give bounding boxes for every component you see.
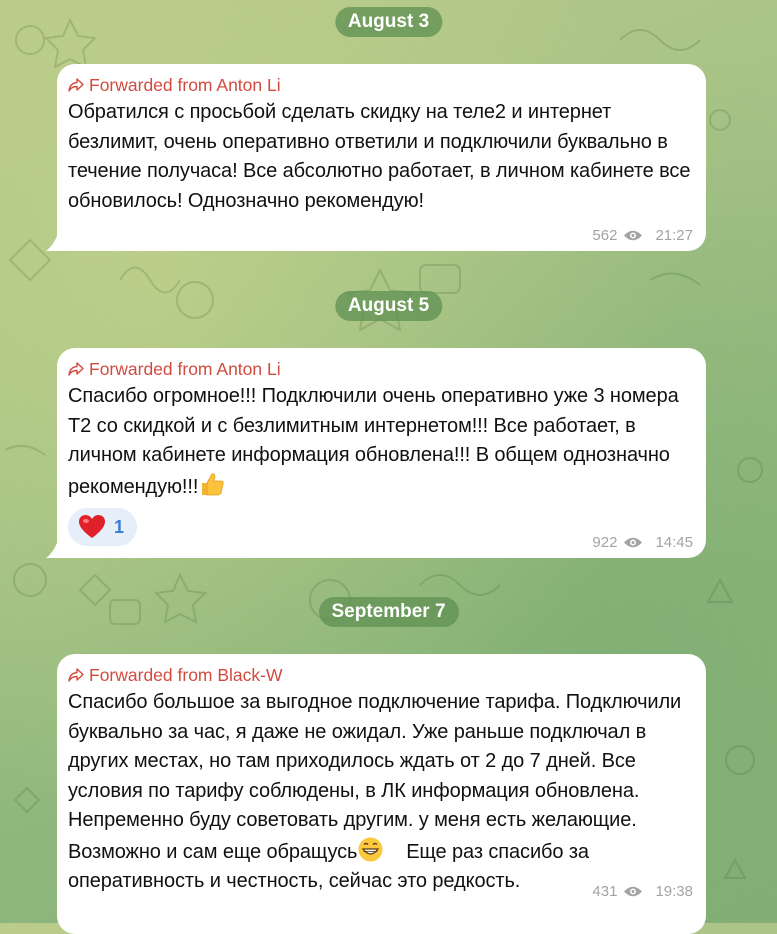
message-time: 14:45	[655, 534, 693, 551]
message-time: 21:27	[655, 227, 693, 244]
eye-icon	[623, 885, 643, 898]
message-text: Спасибо огромное!!! Подключили очень оперативно уже 3 номера Т2 со скидкой и с безлимитным интернетом!!! Все работает, в личном кабинете информация обновлена!!! В общем однозначно рекомендую!!!	[68, 385, 679, 498]
forward-arrow-icon	[68, 78, 84, 92]
reaction-chip[interactable]	[68, 508, 137, 546]
date-separator: August 5	[335, 291, 442, 321]
view-count: 922	[592, 534, 618, 551]
message-bubble[interactable]	[57, 64, 706, 251]
message-text-part1: Спасибо большое за выгодное подключение тарифа. Подключили буквально за час, я даже не ожидал. Уже раньше подключал в других местах, но там приходилось ждать от 2 до 7 дней. Все условия по тарифу соблюдены, в ЛК информация обновлена. Непременно буду советовать другим. у меня есть желающие. Возможно и сам еще обращусь	[68, 691, 682, 863]
forwarded-header[interactable]	[68, 358, 694, 380]
forwarded-header[interactable]	[68, 664, 694, 686]
grinning-face-emoji-icon	[357, 836, 384, 863]
message-text-part2: Еще раз спасибо за оперативность и честность, сейчас это редкость.	[68, 840, 589, 892]
forwarded-from-label: Forwarded from Black-W	[89, 665, 283, 685]
message-text: Обратился с просьбой сделать скидку на теле2 и интернет безлимит, очень оперативно ответили и подключили буквально в течение получаса! Все абсолютно работает, в личном кабинете все обновилось! Однозначно рекомендую!	[68, 101, 691, 212]
view-count: 431	[592, 883, 618, 900]
red-heart-icon	[78, 514, 106, 540]
message-text-container	[68, 688, 694, 897]
message-meta	[592, 534, 693, 551]
thumbs-up-emoji-icon	[198, 471, 225, 498]
forwarded-from-label: Forwarded from Anton Li	[89, 75, 281, 95]
bubble-tail	[46, 233, 58, 251]
forward-arrow-icon	[68, 668, 84, 682]
message-time: 19:38	[655, 883, 693, 900]
message-meta	[592, 227, 693, 244]
bubble-tail	[46, 540, 58, 558]
date-separator: August 3	[335, 7, 442, 37]
view-count: 562	[592, 227, 618, 244]
message-bubble[interactable]	[57, 348, 706, 558]
eye-icon	[623, 229, 643, 242]
message-bubble[interactable]	[57, 654, 706, 934]
forwarded-header[interactable]	[68, 74, 694, 96]
message-meta	[592, 883, 693, 900]
forward-arrow-icon	[68, 362, 84, 376]
forwarded-from-label: Forwarded from Anton Li	[89, 359, 281, 379]
eye-icon	[623, 536, 643, 549]
reaction-count: 1	[114, 516, 125, 537]
message-text-container	[68, 382, 694, 502]
date-separator: September 7	[318, 597, 458, 627]
